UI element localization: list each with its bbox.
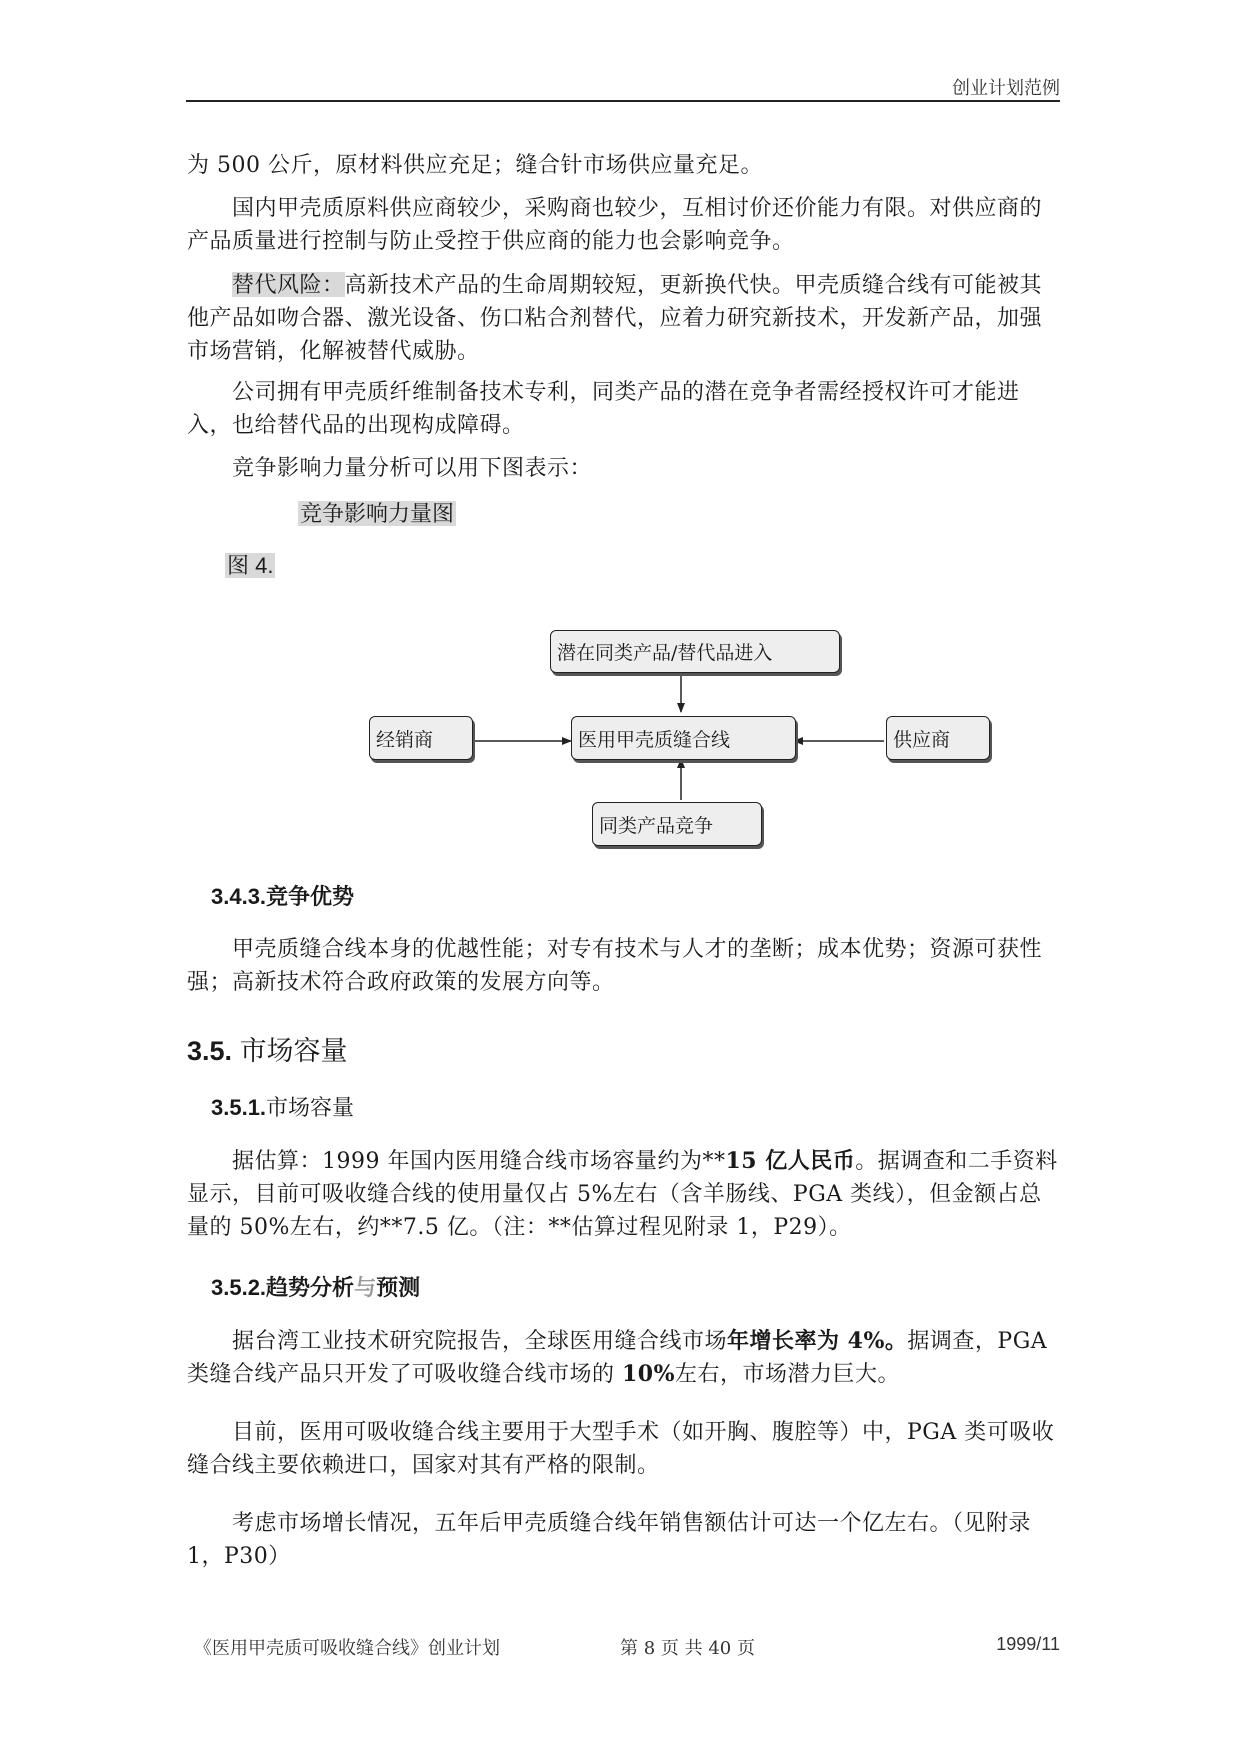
heading-3-5-2	[211, 1271, 420, 1302]
running-header: 创业计划范例	[952, 78, 1060, 99]
paragraph-current-use: 目前，医用可吸收缝合线主要用于大型手术（如开胸、腹腔等）中，PGA 类可吸收缝合线主要依赖进口，国家对其有严格的限制。	[187, 1420, 1055, 1478]
paragraph-market-size	[187, 1145, 1059, 1244]
header-rule	[186, 100, 1060, 102]
heading-3-5-title: 市场容量	[239, 1036, 348, 1066]
trend-growth-rate: 年增长率为 4%。	[727, 1328, 908, 1354]
node-distributors	[369, 716, 473, 760]
heading-3-5-2-title-c: 预测	[376, 1275, 421, 1300]
market-size-highlight: 15 亿人民币	[725, 1148, 856, 1174]
node-rivalry-label: 同类产品竞争	[599, 814, 714, 837]
footer-document-title: 《医用甲壳质可吸收缝合线》创业计划	[194, 1638, 500, 1659]
heading-3-4-3	[211, 880, 354, 911]
heading-3-5-2-number: 3.5.2.	[211, 1275, 267, 1300]
footer-page-number: 第 8 页 共 40 页	[620, 1638, 755, 1659]
heading-3-5	[187, 1029, 348, 1068]
heading-3-5-1-title: 市场容量	[266, 1095, 355, 1120]
node-distributors-label: 经销商	[376, 728, 434, 751]
substitution-risk-text: 高新技术产品的生命周期较短，更新换代快。甲壳质缝合线有可能被其他产品如吻合器、激光设备、伤口粘合剂替代，应着力研究新技术，开发新产品，加强市场营销，化解被替代威胁。	[187, 273, 1043, 364]
trend-text-a: 据台湾工业技术研究院报告，全球医用缝合线市场	[232, 1329, 728, 1354]
heading-3-5-1-number: 3.5.1.	[211, 1095, 267, 1120]
heading-3-5-number: 3.5.	[187, 1036, 233, 1066]
paragraph-patent: 公司拥有甲壳质纤维制备技术专利，同类产品的潜在竞争者需经授权许可才能进入，也给替代品的出现构成障碍。	[187, 380, 1020, 438]
heading-3-5-2-title-b: 与	[354, 1275, 377, 1300]
trend-text-e: 左右，市场潜力巨大。	[675, 1362, 901, 1387]
paragraph-diagram-intro: 竞争影响力量分析可以用下图表示：	[232, 456, 593, 481]
figure-caption	[298, 497, 456, 528]
figure-label	[225, 549, 275, 580]
figure-caption-text: 竞争影响力量图	[300, 501, 455, 526]
trend-text-c: 据调查，PGA 类缝合线产品只开发了可吸收缝合线市场的	[187, 1329, 1048, 1387]
footer-date: 1999/11	[996, 1634, 1060, 1654]
paragraph-competitive-advantage: 甲壳质缝合线本身的优越性能；对专有技术与人才的垄断；成本优势；资源可获性强；高新技术符合政府政策的发展方向等。	[187, 937, 1043, 995]
market-size-text-a: 据估算：1999 年国内医用缝合线市场容量约为**	[232, 1149, 726, 1174]
paragraph-substitution-risk	[187, 268, 1059, 368]
node-suppliers	[886, 716, 990, 760]
node-suppliers-label: 供应商	[893, 728, 951, 751]
node-product-label: 医用甲壳质缝合线	[578, 728, 731, 751]
paragraph-suppliers: 国内甲壳质原料供应商较少，采购商也较少，互相讨价还价能力有限。对供应商的产品质量进行控制与防止受控于供应商的能力也会影响竞争。	[187, 196, 1043, 254]
node-product	[571, 716, 796, 760]
trend-share: 10%	[622, 1361, 676, 1387]
figure-label-text: 图 4.	[227, 553, 274, 578]
heading-3-5-1	[211, 1091, 354, 1122]
paragraph-forecast: 考虑市场增长情况，五年后甲壳质缝合线年销售额估计可达一个亿左右。（见附录 1，P30）	[187, 1511, 1032, 1569]
node-potential-entrants-label: 潜在同类产品/替代品进入	[557, 642, 773, 664]
paragraph-trend	[187, 1325, 1059, 1391]
market-size-text-c: 。据调查和二手资料显示，目前可吸收缝合线的使用量仅占 5%左右（含羊肠线、PGA 类线），但金额占总量的 50%左右，约**7.5 亿。（注：**估算过程见附录 1，P29）。	[187, 1149, 1058, 1240]
node-potential-entrants	[550, 630, 840, 673]
node-rivalry	[592, 802, 762, 846]
heading-3-4-3-title: 竞争优势	[266, 884, 355, 909]
heading-3-5-2-title-a: 趋势分析	[266, 1275, 355, 1300]
heading-3-4-3-number: 3.4.3.	[211, 884, 267, 909]
substitution-risk-label: 替代风险：	[232, 272, 345, 297]
paragraph-supply: 为 500 公斤，原材料供应充足；缝合针市场供应量充足。	[187, 153, 763, 178]
